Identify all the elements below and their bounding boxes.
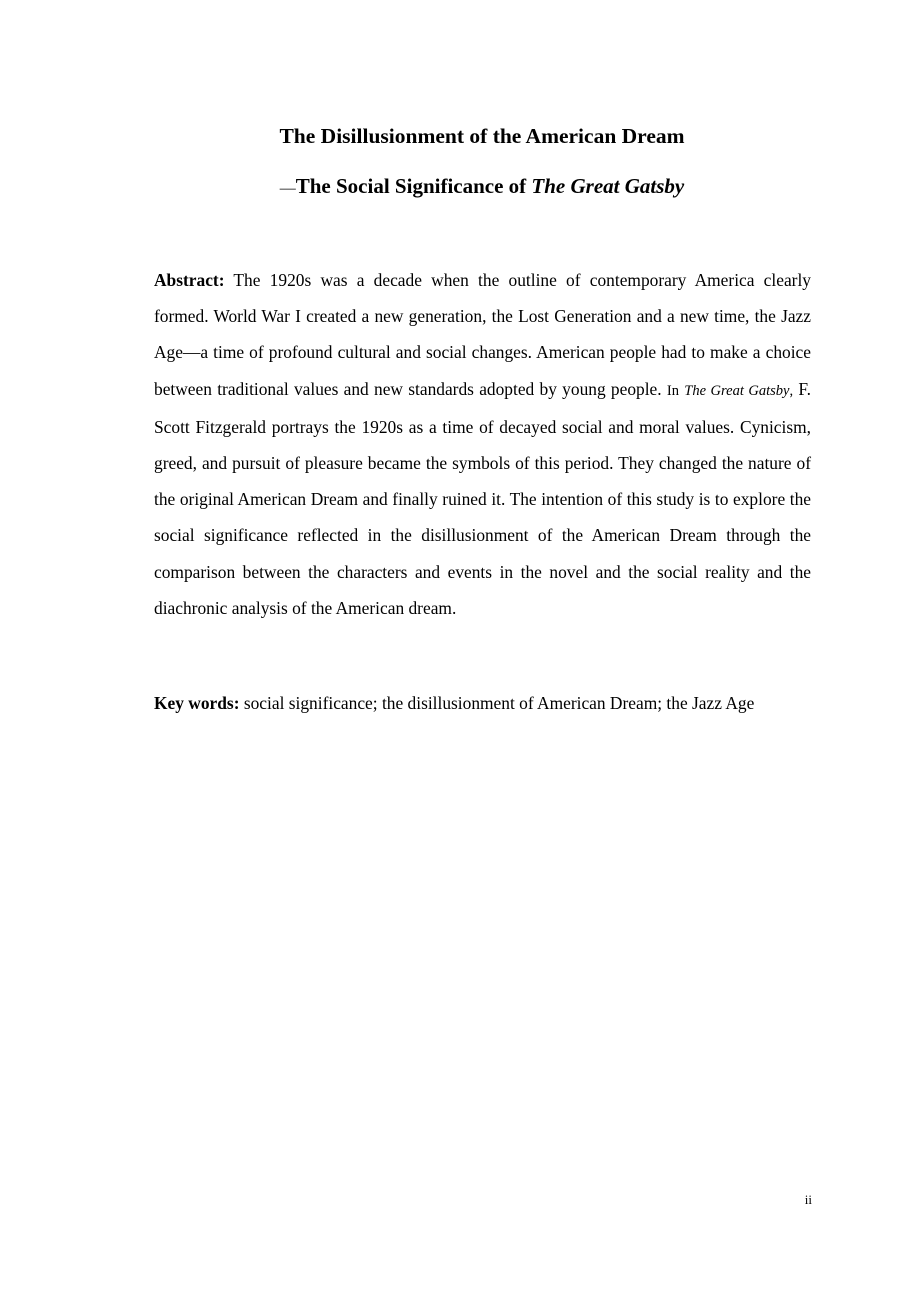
abstract-label: Abstract:	[154, 270, 225, 290]
keywords-line	[154, 689, 854, 717]
abstract-comma: ,	[789, 382, 794, 399]
keywords-text: social significance; the disillusionment of American Dream; the Jazz Age	[239, 693, 755, 713]
page-number: ii	[804, 1192, 812, 1207]
abstract-work-title: The Great Gatsby	[684, 382, 790, 399]
abstract-text-part1: The 1920s was a decade when the outline of contemporary America clearly formed. World War I created a new generation, the Lost Generation and a new time, the Jazz Age—a time of profound cultural and social changes. American people had to make a choice between traditional values and new standards adopted by young people.	[154, 270, 811, 399]
subtitle-dash: —	[279, 180, 296, 197]
subtitle-prefix: The Social Significance of	[295, 174, 532, 198]
paper-subtitle	[0, 172, 920, 203]
subtitle-work-title: The Great Gatsby	[531, 174, 685, 198]
abstract-in-word: In	[666, 382, 679, 399]
abstract-text-part2: F. Scott Fitzgerald portrays the 1920s as a time of decayed social and moral values. Cynicism, greed, and pursuit of pleasure became the symbols of this period. They changed the nature of the original American Dream and finally ruined it. The intention of this study is to explore the social significance reflected in the disillusionment of the American Dream through the comparison between the characters and events in the novel and the social reality and the diachronic analysis of the American dream.	[154, 378, 812, 618]
paper-title: The Disillusionment of the American Dream	[279, 124, 685, 148]
keywords-label: Key words:	[154, 693, 240, 713]
abstract-paragraph	[154, 262, 811, 626]
